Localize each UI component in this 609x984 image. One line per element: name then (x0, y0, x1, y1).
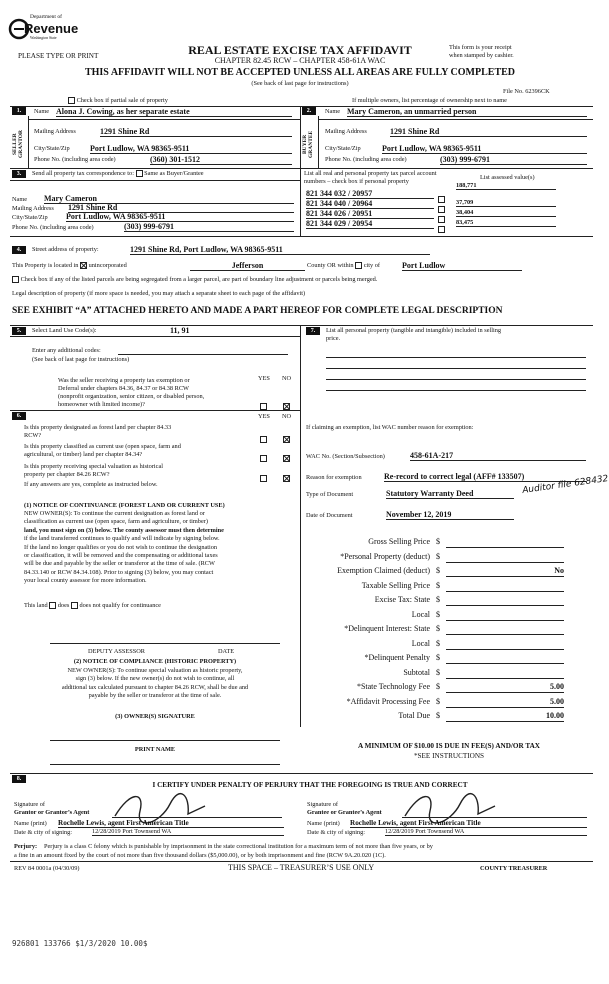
current-use-yes-checkbox[interactable] (260, 449, 267, 467)
dollar-sign: $ (436, 667, 440, 677)
logo-state: Washington State (30, 36, 57, 40)
unincorporated-label: unincorporated (88, 262, 127, 269)
buyer-name-label: Name (325, 108, 341, 115)
section-6-number: 6. (12, 412, 26, 420)
assessed-value: 83,475 (456, 219, 556, 227)
county-treasurer: COUNTY TREASURER (480, 865, 548, 872)
logo (8, 14, 79, 48)
form-warning: THIS AFFIDAVIT WILL NOT BE ACCEPTED UNLESS ALL AREAS ARE FULLY COMPLETED (84, 67, 516, 78)
historic-no-checkbox[interactable] (283, 469, 290, 487)
land-use-yes: YES (258, 375, 270, 382)
section-5-number: 5. (12, 327, 26, 335)
historic-q-line2: property per chapter 84.26 RCW? (24, 471, 110, 478)
compliance-line: payable by the seller or transferor at the time of sale. (88, 692, 222, 700)
tax-row-label: Total Due (398, 711, 430, 720)
tax-row-label: Local (411, 638, 430, 648)
assessed-value: 37,709 (456, 199, 556, 207)
exemption-q-line1: Was the seller receiving a property tax exemption or (58, 377, 190, 384)
form-title: REAL ESTATE EXCISE TAX AFFIDAVIT (188, 43, 412, 57)
exemption-q-line4: homeowner with limited income)? (58, 401, 145, 408)
corr-phone-label: Phone No. (including area code) (12, 224, 94, 231)
forest-yes-checkbox[interactable] (260, 430, 267, 448)
historic-yes-checkbox[interactable] (260, 469, 267, 487)
parcels-label-2: numbers – check box if personal property (304, 178, 409, 185)
does-label: does (57, 602, 70, 609)
grantor-name-label: Name (print) (14, 820, 47, 827)
tax-row-label: Excise Tax: State (374, 595, 430, 604)
section-2-number: 2. (302, 107, 316, 115)
street-label: Street address of property: (32, 246, 99, 253)
deputy-assessor-label: DEPUTY ASSESSOR (88, 648, 145, 655)
tax-row-label: *Delinquent Penalty (364, 653, 430, 662)
see-instructions: *SEE INSTRUCTIONS (413, 752, 485, 760)
wac-label: WAC No. (Section/Subsection) (306, 453, 385, 460)
grantor-date: 12/28/2019 Port Townsend WA (92, 828, 284, 836)
minimum-fee-note: A MINIMUM OF $10.00 IS DUE IN FEE(S) AND/OR TAX (358, 742, 540, 750)
compliance-title: (2) NOTICE OF COMPLIANCE (HISTORIC PROPERTY) (73, 658, 237, 665)
exemption-q-line2: Deferral under chapters 84.36, 84.37 or 84.38 RCW (58, 385, 189, 392)
current-use-no-checkbox[interactable] (283, 449, 290, 467)
buyer-address-label: Mailing Address (325, 128, 367, 135)
personal-property-label-1: List all personal property (tangible and intangible) included in selling (326, 327, 502, 334)
tax-row-value (446, 552, 564, 563)
seller-phone-label: Phone No. (including area code) (34, 156, 116, 163)
tax-row-value (446, 581, 564, 592)
parcels-label-1: List all real and personal property tax parcel account (304, 170, 437, 177)
grantor-sig-label-2: Grantor or Grantor’s Agent (14, 809, 90, 816)
grantee-sig-label-2: Grantee or Grantee’s Agent (307, 809, 382, 816)
tax-row-value: 5.00 (446, 697, 564, 708)
unincorporated-checkbox[interactable] (80, 262, 87, 269)
tax-row-label: *State Technology Fee (356, 682, 430, 691)
grantee-name-label: Name (print) (307, 820, 340, 827)
parcel-number: 821 344 040 / 20964 (306, 199, 434, 209)
seller-city-label: City/State/Zip (34, 145, 70, 152)
continuance-line: 84.33.140 or RCW 84.34.108). Prior to signing (3) below, you may contact (24, 568, 214, 576)
tax-row-label: Local (411, 609, 430, 619)
seller-name-label: Name (34, 108, 50, 115)
section-8-number: 8. (12, 775, 26, 783)
tax-row-value (446, 653, 564, 664)
please-type: PLEASE TYPE OR PRINT (18, 52, 99, 60)
answers-yes-note: If any answers are yes, complete as instructed below. (24, 481, 158, 488)
sec6-no: NO (282, 413, 292, 420)
tax-row-label: *Personal Property (deduct) (340, 551, 430, 561)
doc-date-label: Date of Document (306, 512, 353, 519)
buyer-city-label: City/State/Zip (325, 145, 361, 152)
grantor-name: Rochelle Lewis, agent First American Title (58, 819, 284, 828)
legal-description-label: Legal description of property (if more space is needed, you may attach a separate sheet to each page of the affidavit) (12, 290, 306, 297)
tax-row-value (446, 639, 564, 650)
buyer-city: Port Ludlow, WA 98365-9511 (382, 144, 587, 154)
current-use-q-line1: Is this property classified as current use (open space, farm and (24, 443, 181, 450)
sec6-yes: YES (258, 413, 270, 420)
wac-number: 458-61A-217 (410, 451, 586, 461)
parcel-number: 821 344 032 / 20957 (306, 189, 434, 199)
does-not-label: does not qualify for continuance (79, 602, 161, 609)
form-chapter: CHAPTER 82.45 RCW – CHAPTER 458-61A WAC (214, 56, 386, 65)
land-use-label: Select Land Use Code(s): (32, 327, 97, 334)
grantee-name: Rochelle Lewis, agent First American Title (350, 819, 587, 828)
continuance-line: your local county assessor for more information. (24, 577, 147, 585)
tax-row-label: *Affidavit Processing Fee (346, 696, 430, 706)
section-7-number: 7. (306, 327, 320, 335)
street-address: 1291 Shine Rd, Port Ludlow, WA 98365-9511 (130, 245, 430, 255)
tax-row-label: Exemption Claimed (deduct) (337, 566, 430, 575)
segregated-label: Check box if any of the listed parcels are being segregated from a larger parcel, are part of boundary line adjustment or parcels being merged. (20, 276, 378, 283)
section-4-number: 4. (12, 246, 26, 254)
file-number: File No. 62396CK (503, 88, 550, 95)
section-3-number: 3. (12, 170, 26, 178)
tax-row-value (446, 610, 564, 621)
assessed-values-label: List assessed value(s) (480, 174, 535, 181)
continuance-line: If the land no longer qualifies or you do not wish to continue the designation (24, 543, 218, 551)
perjury-text-2: a fine in an amount fixed by the court of not more than five thousand dollars ($5,000.00), or by both imprisonment and fine (RCW 9A.20.020 (1C). (14, 852, 386, 859)
correspondence-text: Send all property tax correspondence to: (32, 170, 134, 177)
seller-side-label: SELLER GRANTOR (12, 130, 24, 159)
receipt-stamp: 926801 133766 $1/3/2020 10.00$ (12, 939, 148, 948)
city-checkbox[interactable] (355, 262, 362, 269)
county-or-label (307, 262, 380, 269)
deputy-date-label: DATE (218, 648, 235, 655)
dollar-sign: $ (436, 551, 440, 561)
city-name: Port Ludlow (402, 261, 522, 271)
receipt-note-2: when stamped by cashier. (449, 52, 514, 59)
tax-row-label: Taxable Selling Price (361, 580, 430, 590)
tax-row-value: 10.00 (446, 711, 564, 722)
grantor-sig-label-1: Signature of (14, 801, 45, 808)
compliance-line: NEW OWNER(S): To continue special valuation as historic property, (67, 667, 243, 674)
multiple-owners-note: If multiple owners, list percentage of ownership next to name (352, 97, 507, 104)
located-line (12, 262, 127, 269)
this-land-label: This land (24, 602, 48, 609)
dollar-sign: $ (436, 624, 440, 633)
continuance-line: will be due and payable by the seller or transferor at the time of sale. (RCW (24, 560, 215, 568)
dollar-sign: $ (436, 580, 440, 590)
tax-row-label: *Delinquent Interest: State (344, 624, 430, 633)
buyer-address: 1291 Shine Rd (390, 127, 587, 137)
buyer-phone-label: Phone No. (including area code) (325, 156, 407, 163)
corr-phone: (303) 999-6791 (124, 222, 294, 232)
dollar-sign: $ (436, 653, 440, 662)
county-name: Jefferson (190, 261, 305, 271)
tax-row-value (446, 537, 564, 548)
tax-row-label: Gross Selling Price (368, 537, 430, 546)
tax-row-label: Subtotal (403, 667, 430, 677)
personal-property-label-2: price. (326, 335, 341, 342)
partial-sale-label: Check box if partial sale of property (76, 97, 168, 104)
corr-address: 1291 Shine Rd (68, 203, 294, 213)
parcel-number: 821 344 029 / 20954 (306, 219, 434, 229)
continuance-qualify (24, 602, 161, 609)
same-as-buyer-checkbox[interactable] (136, 170, 143, 177)
land-use-no: NO (282, 375, 292, 382)
grantor-date-label: Date & city of signing: (14, 829, 73, 836)
seller-phone: (360) 301-1512 (150, 155, 292, 165)
city-of-label: city of (363, 262, 380, 269)
doc-date: November 12, 2019 (386, 510, 514, 520)
exemption-claim-label: If claiming an exemption, list WAC number reason for exemption: (306, 424, 474, 431)
county-or-text: County OR within (307, 262, 354, 269)
located-label: This Property is located in (12, 262, 79, 269)
dollar-sign: $ (436, 595, 440, 604)
historic-q-line1: Is this property receiving special valuation as historical (24, 463, 164, 470)
logo-dept: Department of (30, 14, 62, 20)
seller-name: Alona J. Cowing, as her separate estate (56, 107, 292, 117)
continuance-line: or classification, it will be removed and the compensating or additional taxes (24, 552, 218, 559)
print-name-label: PRINT NAME (134, 746, 176, 753)
assessed-value: 38,404 (456, 209, 556, 217)
does-not-qualify-checkbox[interactable] (71, 602, 78, 609)
assessed-value: 188,771 (456, 182, 556, 190)
dollar-sign: $ (436, 682, 440, 691)
grantee-date: 12/28/2019 Port Townsend WA (385, 828, 587, 836)
same-as-buyer-label: Same as Buyer/Grantee (144, 170, 204, 177)
tax-row-value: No (446, 566, 564, 577)
forest-q-line1: Is this property designated as forest land per chapter 84.33 (24, 424, 172, 431)
perjury-text-1: Perjury is a class C felony which is punishable by imprisonment in the state correctional institution for a maximum term of not more than five years, or by (44, 843, 433, 850)
forest-no-checkbox[interactable] (283, 430, 290, 448)
corr-name: Mary Cameron (44, 194, 294, 204)
buyer-side-label: BUYER GRANTEE (302, 130, 314, 158)
parcel-number: 821 344 026 / 20951 (306, 209, 434, 219)
exemption-q-line3: (nonprofit organization, senior citizen, or disabled person, (58, 393, 205, 400)
grantee-date-label: Date & city of signing: (307, 829, 366, 836)
tax-row-value (446, 624, 564, 635)
correspondence-label (32, 170, 204, 177)
land-use-see-back: (See back of last page for instructions) (32, 356, 130, 363)
tax-row-value (446, 668, 564, 679)
tax-row-value: 5.00 (446, 682, 564, 693)
corr-address-label: Mailing Address (12, 205, 54, 212)
continuance-line: classification as current use (open space, farm and agriculture, or timber) (24, 518, 208, 526)
seller-city: Port Ludlow, WA 98365-9511 (90, 144, 292, 154)
corr-name-label: Name (12, 196, 28, 203)
compliance-line: sign (3) below. If the new owner(s) do not wish to continue, all (75, 675, 235, 683)
dollar-sign: $ (436, 537, 440, 546)
tax-row-value (446, 595, 564, 606)
continuance-title: (1) NOTICE OF CONTINUANCE (FOREST LAND OR CURRENT USE) (24, 502, 225, 509)
dollar-sign: $ (436, 566, 440, 575)
segregated-checkbox[interactable] (12, 276, 19, 283)
dollar-sign: $ (436, 711, 440, 720)
continuance-line: if the land transferred continues to qualify and will indicate by signing below. (24, 535, 220, 543)
section-1-number: 1. (12, 107, 26, 115)
forest-q-line2: RCW? (24, 432, 42, 439)
grantee-sig-label-1: Signature of (307, 801, 338, 808)
seller-address-label: Mailing Address (34, 128, 76, 135)
see-back: (See back of last page for instructions) (251, 80, 349, 87)
additional-codes-label: Enter any additional codes: (32, 347, 101, 354)
current-use-q-line2: agricultural, or timber) land per chapter 84.34? (24, 451, 143, 458)
reason-text: Re-record to correct legal (AFF# 133507) (384, 472, 586, 482)
owner-signature-label: (3) OWNER(S) SIGNATURE (115, 713, 195, 720)
buyer-phone: (303) 999-6791 (440, 155, 587, 165)
continuance-line: land, you must sign on (3) below. The county assessor must then determine (24, 526, 224, 534)
doc-type: Statutory Warranty Deed (386, 489, 514, 499)
dollar-sign: $ (436, 609, 440, 619)
handwritten-auditor-note: Auditor file 628432 (521, 474, 609, 496)
corr-city-label: City/State/Zip (12, 214, 48, 221)
corr-city: Port Ludlow, WA 98365-9511 (66, 212, 294, 222)
personal-property-checkbox[interactable] (438, 220, 445, 238)
segregated-line (12, 276, 377, 283)
continuance-line: NEW OWNER(S): To continue the current designation as forest land or (24, 510, 205, 517)
reason-label: Reason for exemption (306, 474, 362, 481)
land-use-code: 11, 91 (170, 326, 190, 335)
perjury-label: Perjury: (14, 843, 38, 850)
receipt-note-1: This form is your receipt (449, 44, 512, 51)
partial-sale (68, 97, 168, 104)
exhibit-statement: SEE EXHIBIT “A” ATTACHED HERETO AND MADE A PART HEREOF FOR COMPLETE LEGAL DESCRIPTION (12, 306, 503, 316)
buyer-name: Mary Cameron, an unmarried person (347, 107, 587, 117)
treasurer-use-only: THIS SPACE – TREASURER’S USE ONLY (228, 863, 375, 872)
certify-statement: I CERTIFY UNDER PENALTY OF PERJURY THAT THE FOREGOING IS TRUE AND CORRECT (152, 781, 468, 789)
partial-sale-checkbox[interactable] (68, 97, 75, 104)
dollar-sign: $ (436, 696, 440, 706)
form-revision: REV 84 0001a (04/30/09) (14, 865, 80, 872)
seller-address: 1291 Shine Rd (100, 127, 292, 137)
logo-name: Revenue (24, 21, 79, 36)
compliance-line: additional tax calculated pursuant to chapter 84.26 RCW, shall be due and (61, 683, 249, 691)
doc-type-label: Type of Document (306, 491, 354, 498)
dollar-sign: $ (436, 638, 440, 648)
does-qualify-checkbox[interactable] (49, 602, 56, 609)
